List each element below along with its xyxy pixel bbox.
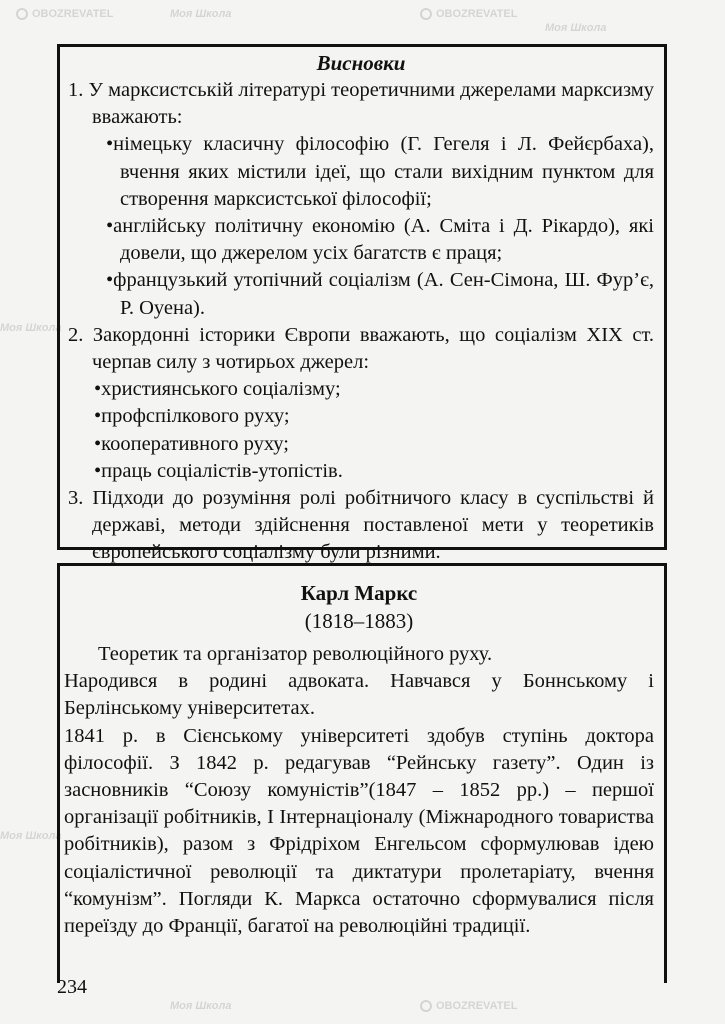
list-item: •французький утопічний соціалізм (А. Сен-Сімона, Ш. Фур’є, Р. Оуена). xyxy=(106,269,654,319)
biography-name: Карл Маркс xyxy=(300,581,418,605)
conclusion-item-3: 3. Підходи до розуміння ролі робітничого класу в суспільстві й державі, методи здійснення поставленої мети у теоретиків європейського соціалізму були різними. xyxy=(68,487,654,564)
conclusion-item-1: 1. У марксистській літературі теоретичними джерелами марксизму вважають: xyxy=(68,79,654,129)
list-item: •німецьку класичну філософію (Г. Гегеля і Л. Фейєрбаха), вчення яких містили ідеї, що стали вихідним пунктом для створення марксистської філософії; xyxy=(106,133,654,210)
list-item: •профспілкового руху; xyxy=(94,405,290,428)
list-item: •праць соціалістів-утопістів. xyxy=(94,459,343,482)
conclusions-title: Висновки xyxy=(316,51,406,75)
list-item: •англійську політичну економію (А. Сміта і Д. Рікардо), які довели, що джерелом усіх багатств є праця; xyxy=(106,215,654,265)
biography-box xyxy=(57,563,667,983)
conclusion-item-2: 2. Закордонні історики Європи вважають, що соціалізм XIX ст. черпав силу з чотирьох джерел: xyxy=(68,323,654,374)
biography-years: (1818–1883) xyxy=(304,609,414,633)
list-item: •кооперативного руху; xyxy=(94,432,289,455)
biography-paragraph: Теоретик та організатор революційного руху. xyxy=(98,643,493,665)
list-item: •християнського соціалізму; xyxy=(94,378,341,401)
page-number: 234 xyxy=(57,976,87,998)
biography-paragraph: 1841 р. в Сієнському університеті здобув ступінь доктора філософії. З 1842 р. редагував “Рейнську газету”. Один із засновників “Союзу комуністів”(1847 – 1852 рр.) – першої організації робітників, I Інтернаціоналу (Міжнародного товариства робітників), разом з Фрідріхом Енгельсом сформулював ідею соціалістичної революції та диктатури пролетаріату, вчення “комунізм”. Погляди К. Маркса остаточно сформувалися після переїзду до Франції, багатої на революційні традиції. xyxy=(64,724,654,938)
biography-paragraph: Народився в родині адвоката. Навчався у Боннському і Берлінському університетах. xyxy=(64,670,654,720)
conclusions-box xyxy=(57,44,667,564)
